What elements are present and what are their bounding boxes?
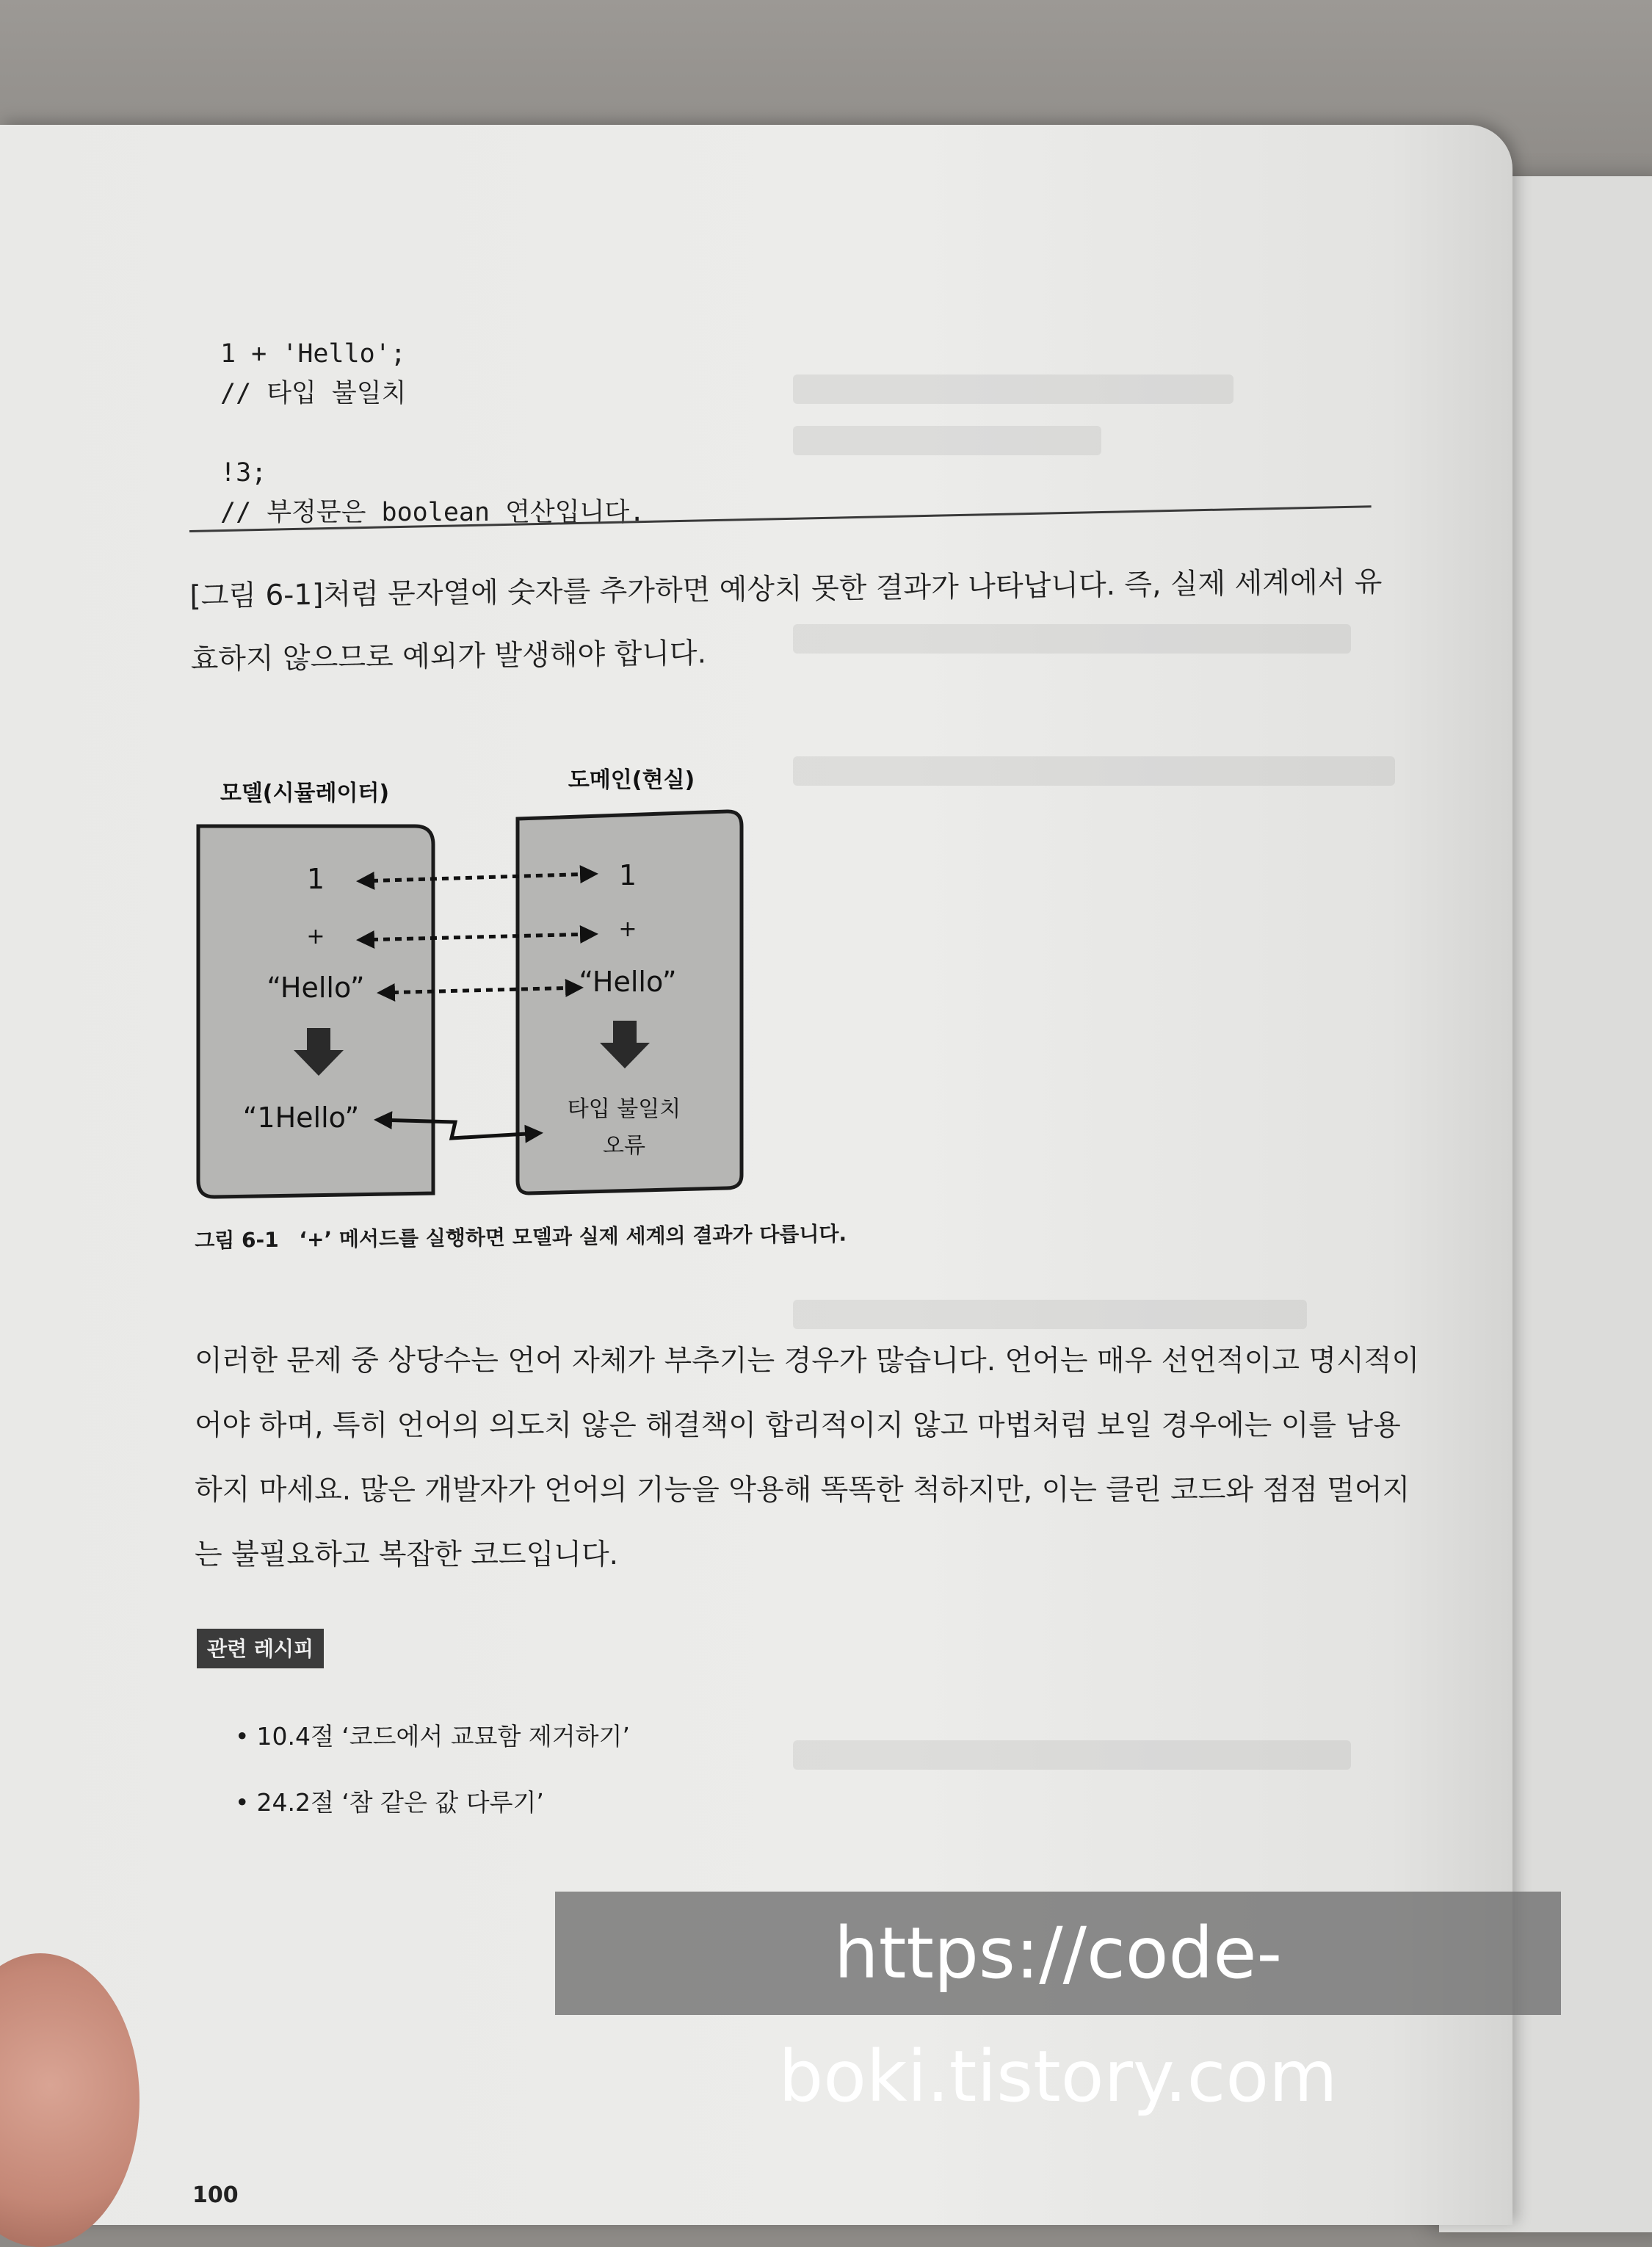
right-box-title: 도메인(현실) bbox=[568, 767, 695, 793]
left-item-plus: + bbox=[306, 924, 325, 949]
right-item-plus: + bbox=[618, 916, 637, 942]
watermark-url: https://code-boki.tistory.com bbox=[555, 1892, 1561, 2015]
body-paragraph-2: 이러한 문제 중 상당수는 언어 자체가 부추기는 경우가 많습니다. 언어는 매우 선언적이고 명시적이어야 하며, 특히 언어의 의도치 않은 해결책이 합리적이지 않고 마법처럼 보일 경우에는 이를 남용하지 마세요. 많은 개발자가 언어의 기능을 악용해 똑똑한 척하지만, 이는 클린 코드와 점점 멀어지는 불필요하고 복잡한 코드입니다. bbox=[195, 1345, 1420, 1571]
code-line: // 타입 불일치 bbox=[220, 379, 407, 408]
right-item-hello: “Hello” bbox=[579, 966, 677, 998]
left-item-result: “1Hello” bbox=[242, 1101, 360, 1134]
left-item-1: 1 bbox=[306, 863, 325, 895]
code-block bbox=[220, 334, 645, 532]
list-item: • 10.4절 ‘코드에서 교묘함 제거하기’ bbox=[235, 1704, 630, 1770]
page-number: 100 bbox=[192, 2182, 239, 2208]
left-box-title: 모델(시뮬레이터) bbox=[220, 781, 390, 806]
figure-6-1 bbox=[184, 764, 756, 1204]
figure-caption-text: ‘+’ 메서드를 실행하면 모델과 실제 세계의 결과가 다릅니다. bbox=[299, 1221, 847, 1252]
body-paragraph-1: [그림 6-1]처럼 문자열에 숫자를 추가하면 예상치 못한 결과가 나타납니다. 즉, 실제 세계에서 유효하지 않으므로 예외가 발생해야 합니다. bbox=[189, 565, 1383, 676]
right-item-error-2: 오류 bbox=[603, 1133, 645, 1159]
right-item-error-1: 타입 불일치 bbox=[567, 1096, 681, 1122]
figure-number: 그림 6-1 bbox=[195, 1227, 279, 1253]
code-line: // 부정문은 boolean 연산입니다. bbox=[220, 498, 645, 527]
related-recipes-tag: 관련 레시피 bbox=[197, 1629, 324, 1668]
list-item: • 24.2절 ‘참 같은 값 다루기’ bbox=[235, 1770, 630, 1836]
right-item-1: 1 bbox=[618, 859, 637, 891]
code-line: !3; bbox=[220, 458, 267, 488]
related-recipes-list bbox=[235, 1704, 630, 1836]
left-item-hello: “Hello” bbox=[267, 971, 365, 1004]
code-line: 1 + 'Hello'; bbox=[220, 339, 406, 369]
